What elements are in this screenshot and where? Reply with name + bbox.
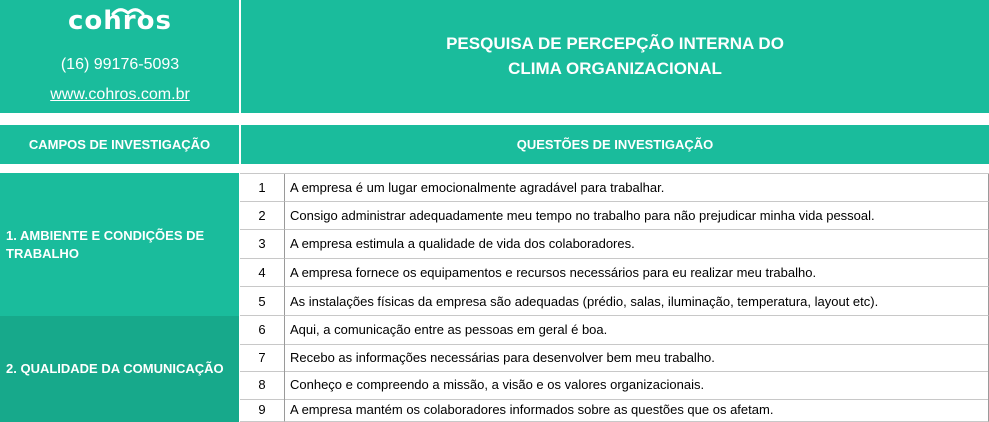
question-text: Conheço e compreendo a missão, a visão e os valores organizacionais. <box>285 371 989 400</box>
table-row <box>240 202 989 231</box>
table-row <box>240 316 989 345</box>
table-row <box>240 371 989 400</box>
table-row <box>240 230 989 259</box>
table-row <box>240 344 989 373</box>
title-line-2: CLIMA ORGANIZACIONAL <box>508 59 722 78</box>
logo-panel <box>0 0 240 113</box>
question-text: Aqui, a comunicação entre as pessoas em geral é boa. <box>285 316 989 345</box>
category-communication: 2. QUALIDADE DA COMUNICAÇÃO <box>0 316 240 422</box>
table-row <box>240 259 989 288</box>
question-number: 9 <box>240 399 285 422</box>
category-environment: 1. AMBIENTE E CONDIÇÕES DE TRABALHO <box>0 173 240 316</box>
question-number: 6 <box>240 316 285 345</box>
column-header-fields: CAMPOS DE INVESTIGAÇÃO <box>0 125 240 164</box>
table-row <box>240 173 989 202</box>
question-number: 4 <box>240 259 285 288</box>
question-number: 5 <box>240 287 285 316</box>
column-header-questions: QUESTÕES DE INVESTIGAÇÃO <box>241 125 989 164</box>
company-logo: cohros <box>68 6 172 36</box>
question-number: 7 <box>240 344 285 373</box>
question-text: As instalações físicas da empresa são adequadas (prédio, salas, iluminação, temperatura, layout etc). <box>285 287 989 316</box>
question-text: A empresa mantém os colaboradores informados sobre as questões que os afetam. <box>285 399 989 422</box>
question-text: Consigo administrar adequadamente meu tempo no trabalho para não prejudicar minha vida pessoal. <box>285 202 989 231</box>
question-number: 1 <box>240 174 285 202</box>
question-number: 8 <box>240 371 285 400</box>
table-row <box>240 287 989 316</box>
website-link[interactable]: www.cohros.com.br <box>50 86 190 103</box>
title-line-1: PESQUISA DE PERCEPÇÃO INTERNA DO <box>446 34 784 53</box>
phone-number: (16) 99176-5093 <box>60 56 180 73</box>
table-row <box>240 399 989 422</box>
question-text: A empresa estimula a qualidade de vida dos colaboradores. <box>285 230 989 259</box>
question-text: A empresa é um lugar emocionalmente agradável para trabalhar. <box>285 174 989 202</box>
question-text: A empresa fornece os equipamentos e recursos necessários para eu realizar meu trabalho. <box>285 259 989 288</box>
page-title <box>241 31 989 81</box>
question-number: 2 <box>240 202 285 231</box>
question-number: 3 <box>240 230 285 259</box>
title-panel <box>241 0 989 113</box>
question-text: Recebo as informações necessárias para desenvolver bem meu trabalho. <box>285 344 989 373</box>
